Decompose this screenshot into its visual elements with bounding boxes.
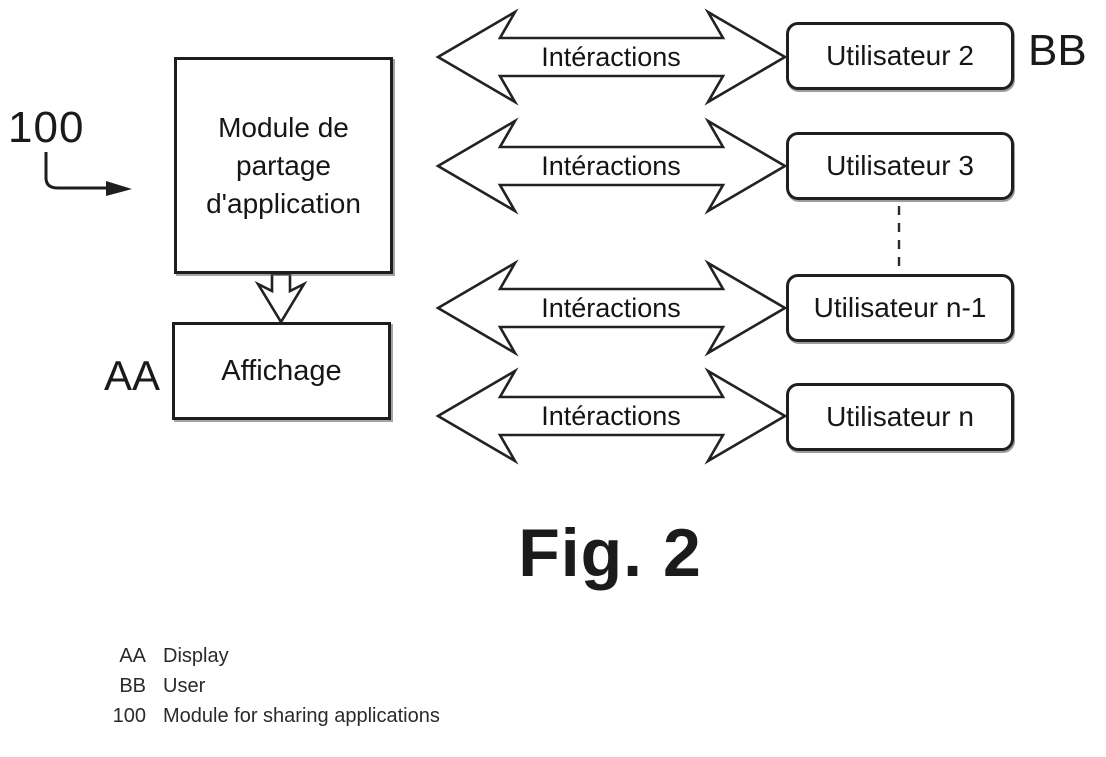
user-box-3-label: Utilisateur 3 xyxy=(826,150,974,181)
label-aa: AA xyxy=(104,352,161,399)
figure-title: Fig. 2 xyxy=(518,515,702,591)
legend-desc: Display xyxy=(163,645,229,667)
interactions-label-2: Intéractions xyxy=(541,151,681,181)
legend-desc: Module for sharing applications xyxy=(163,705,440,727)
user-box-2-label: Utilisateur 2 xyxy=(826,40,974,71)
module-box-label: Module de partage d'application xyxy=(206,111,361,219)
user-box-n-1-label: Utilisateur n-1 xyxy=(813,292,987,323)
ref-100-arrowhead-icon xyxy=(106,181,132,196)
legend-desc: User xyxy=(163,675,206,697)
interactions-label-3: Intéractions xyxy=(541,293,681,323)
user-box-n-label: Utilisateur n xyxy=(826,401,974,432)
display-box-label: Affichage xyxy=(221,354,342,387)
user-box-n-1 xyxy=(786,274,1014,342)
legend-key: 100 xyxy=(112,705,146,727)
interactions-label-1: Intéractions xyxy=(541,42,681,72)
legend-key: BB xyxy=(119,675,146,697)
user-box-n xyxy=(786,383,1014,451)
legend-row-aa xyxy=(88,641,440,671)
ref-100-leader-line xyxy=(46,152,110,188)
legend xyxy=(88,641,440,731)
user-box-2 xyxy=(786,22,1014,90)
ref-number-100: 100 xyxy=(8,103,85,152)
legend-row-bb xyxy=(88,671,440,701)
down-arrow-icon xyxy=(258,274,304,322)
module-box xyxy=(174,57,393,274)
label-bb: BB xyxy=(1028,26,1087,75)
legend-key: AA xyxy=(119,645,146,667)
interactions-label-4: Intéractions xyxy=(541,401,681,431)
user-box-3 xyxy=(786,132,1014,200)
display-box xyxy=(172,322,391,420)
legend-row-100 xyxy=(88,701,440,731)
